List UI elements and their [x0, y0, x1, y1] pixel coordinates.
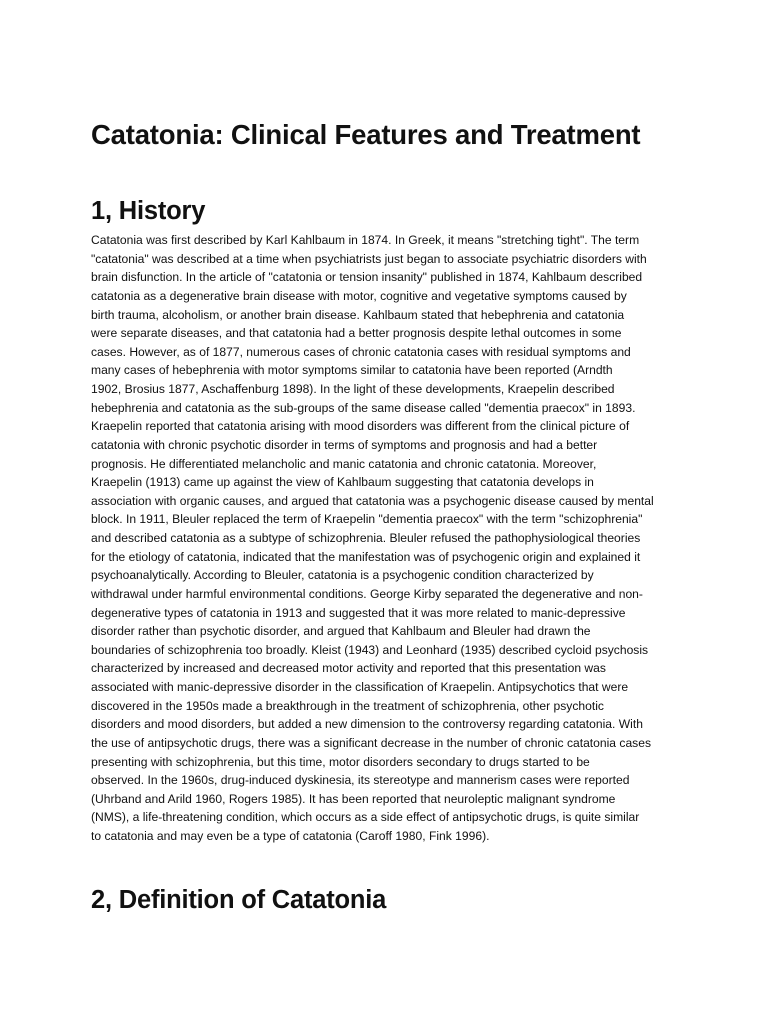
paragraph-line: to catatonia and may even be a type of catatonia (Caroff 1980, Fink 1996). [91, 829, 490, 843]
paragraph-line: withdrawal under harmful environmental conditions. George Kirby separated the degenerative and non- [91, 586, 643, 601]
paragraph-line: psychoanalytically. According to Bleuler, catatonia is a psychogenic condition characterized by [91, 568, 594, 583]
paragraph-line: discovered in the 1950s made a breakthrough in the treatment of schizophrenia, other psychotic [91, 698, 604, 713]
paragraph-line: prognosis. He differentiated melancholic and manic catatonia and chronic catatonia. Moreover, [91, 456, 597, 471]
paragraph-line: catatonia with chronic psychotic disorder in terms of symptoms and prognosis and had a better [91, 437, 598, 452]
paragraph-line: boundaries of schizophrenia too broadly. Kleist (1943) and Leonhard (1935) described cycloid psychosis [91, 642, 649, 657]
paragraph-line: brain disfunction. In the article of "catatonia or tension insanity" published in 1874, Kahlbaum described [91, 270, 643, 285]
paragraph-line: observed. In the 1960s, drug-induced dyskinesia, its stereotype and mannerism cases were reported [91, 773, 630, 788]
paragraph-line: disorders and mood disorders, but added a new dimension to the controversy regarding catatonia. With [91, 717, 643, 732]
paragraph-line: associated with manic-depressive disorder in the classification of Kraepelin. Antipsychotics that were [91, 680, 629, 694]
paragraph-line: presenting with schizophrenia, but this time, motor disorders secondary to drugs started to be [91, 754, 590, 769]
paragraph-line: for the etiology of catatonia, indicated that the manifestation was of psychogenic origin and explained it [91, 549, 641, 564]
paragraph-line: (NMS), a life-threatening condition, which occurs as a side effect of antipsychotic drugs, is quite similar [91, 810, 640, 825]
paragraph-line: catatonia as a degenerative brain disease with motor, cognitive and vegetative symptoms caused by [91, 288, 627, 303]
paragraph-line: block. In 1911, Bleuler replaced the term of Kraepelin "dementia praecox" with the term "schizophrenia" [91, 512, 643, 527]
paragraph-line: many cases of hebephrenia with motor symptoms similar to catatonia have been reported (Arndth [91, 363, 613, 378]
paragraph-line: association with organic causes, and argued that catatonia was a psychogenic disease caused by mental [91, 493, 654, 508]
paragraph-line: Kraepelin (1913) came up against the view of Kahlbaum suggesting that catatonia develops in [91, 475, 594, 490]
paragraph-line: birth trauma, alcoholism, or another brain disease. Kahlbaum stated that hebephrenia and catatonia [91, 307, 625, 322]
paragraph-line: cases. However, as of 1877, numerous cases of chronic catatonia cases with residual symptoms and [91, 344, 631, 359]
document-title: Catatonia: Clinical Features and Treatment [91, 119, 641, 150]
history-paragraph [91, 231, 691, 846]
paragraph-line: Kraepelin reported that catatonia arising with mood disorders was different from the clinical picture of [91, 419, 630, 434]
paragraph-line: the use of antipsychotic drugs, there was a significant decrease in the number of chronic catatonia cases [91, 735, 651, 750]
section-heading-definition: 2, Definition of Catatonia [91, 886, 387, 914]
paragraph-line: Catatonia was first described by Karl Kahlbaum in 1874. In Greek, it means "stretching tight". The term [91, 233, 640, 247]
paragraph-line: disorder rather than psychotic disorder, and argued that Kahlbaum and Bleuler had drawn the [91, 624, 591, 639]
paragraph-line: and described catatonia as a subtype of schizophrenia. Bleuler refused the pathophysiological theories [91, 531, 641, 545]
section-heading-history: 1, History [91, 197, 206, 225]
paragraph-line: hebephrenia and catatonia as the sub-groups of the same disease called "dementia praecox" in 1893. [91, 400, 636, 415]
paragraph-line: "catatonia" was described at a time when psychiatrists just began to associate psychiatric disorders with [91, 251, 647, 266]
paragraph-line: 1902, Brosius 1877, Aschaffenburg 1898). In the light of these developments, Kraepelin described [91, 382, 615, 396]
paragraph-line: degenerative types of catatonia in 1913 and suggested that it was more related to manic-depressive [91, 605, 626, 620]
paragraph-line: (Uhrband and Arild 1960, Rogers 1985). It has been reported that neuroleptic malignant syndrome [91, 791, 616, 806]
paragraph-line: characterized by increased and decreased motor activity and reported that this presentation was [91, 661, 606, 676]
paragraph-line: were separate diseases, and that catatonia had a better prognosis despite lethal outcomes in some [91, 326, 622, 341]
